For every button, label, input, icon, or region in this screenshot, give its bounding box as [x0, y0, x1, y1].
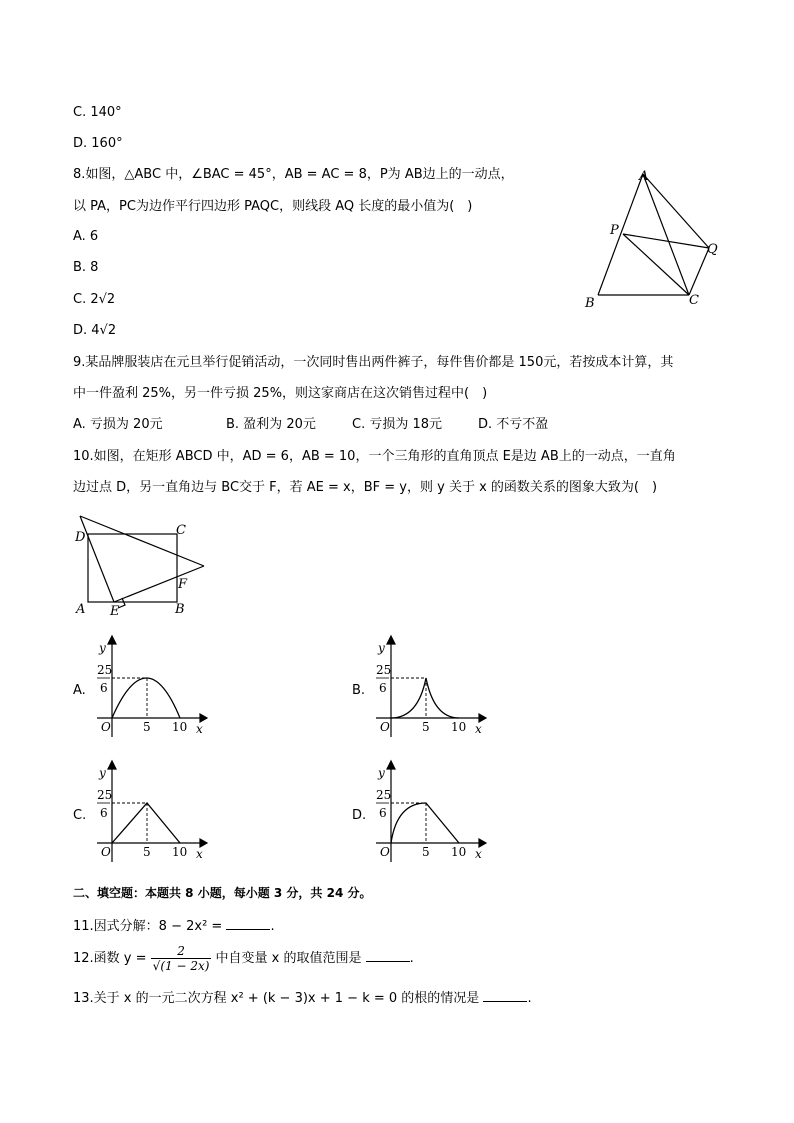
- x-axis-arrow: [200, 714, 207, 722]
- q7-option-c: C. 140°: [73, 105, 122, 120]
- q8-segment-aq: [643, 174, 709, 248]
- q9-stem-line2: 中一件盈利 25%，另一件亏损 25%，则这家商店在这次销售过程中( ): [73, 386, 488, 401]
- q8-label-p: P: [610, 223, 619, 238]
- q11-answer-blank[interactable]: [226, 917, 270, 930]
- y-axis-arrow: [108, 636, 116, 644]
- q12-suffix: .: [409, 951, 414, 966]
- x-axis-arrow: [479, 839, 486, 847]
- q8-stem-line1: 8.如图，△ABC 中，∠BAC = 45°，AB = AC = 8，P为 AB边上的一动点，: [73, 167, 514, 182]
- q10-stem-line1: 10.如图，在矩形 ABCD 中，AD = 6，AB = 10，一个三角形的直角顶点 E是边 AB上的一动点，一直角: [73, 449, 676, 464]
- x-tick-end: 10: [172, 720, 188, 734]
- y-axis-arrow: [387, 636, 395, 644]
- q9-option-d: D. 不亏不盈: [478, 417, 549, 432]
- q8-option-d: D. 4√2: [73, 323, 117, 338]
- q8-label-c: C: [689, 293, 699, 308]
- q10-label-f: F: [178, 577, 188, 592]
- q10-label-d: D: [75, 530, 86, 545]
- function-curve: [391, 678, 459, 718]
- q8-option-b: B. 8: [73, 260, 99, 275]
- q8-segment-qc: [689, 248, 709, 295]
- x-axis-arrow: [200, 839, 207, 847]
- q10-leg-de: [80, 516, 114, 602]
- q8-label-a: A: [639, 169, 649, 184]
- q10-graph-a: [95, 632, 215, 742]
- q10-graph-a-label: A.: [73, 683, 86, 698]
- q10-rectangle: [88, 534, 177, 602]
- q10-label-c: C: [176, 523, 186, 538]
- q13-prefix: 13.关于 x 的一元二次方程 x² + (k − 3)x + 1 − k = 0 的根的情况是: [73, 991, 480, 1006]
- x-tick-mid: 5: [422, 845, 430, 859]
- x-axis-label: x: [475, 722, 482, 736]
- section2-heading: 二、填空题：本题共 8 小题，每小题 3 分，共 24 分。: [73, 886, 372, 900]
- q9-option-b: B. 盈利为 20元: [226, 417, 316, 432]
- y-axis-label: y: [378, 641, 385, 655]
- q12-prefix: 12.函数 y =: [73, 951, 147, 966]
- x-tick-end: 10: [451, 720, 467, 734]
- origin-label: O: [101, 720, 111, 734]
- q9-option-a: A. 亏损为 20元: [73, 417, 163, 432]
- q9-stem-line1: 9.某品牌服装店在元旦举行促销活动，一次同时售出两件裤子，每件售价都是 150元，若按成本计算，其: [73, 355, 674, 370]
- y-tick-denominator: 6: [100, 806, 108, 820]
- q11: [73, 917, 275, 935]
- q13-answer-blank[interactable]: [483, 989, 527, 1002]
- y-axis-arrow: [387, 761, 395, 769]
- function-curve: [112, 678, 180, 718]
- q10-label-a: A: [76, 602, 86, 617]
- y-tick-numerator: 25: [97, 663, 113, 677]
- x-axis-arrow: [479, 714, 486, 722]
- q10-label-b: B: [175, 602, 185, 617]
- y-tick-numerator: 25: [376, 663, 392, 677]
- q11-prefix: 11.因式分解：8 − 2x² =: [73, 919, 223, 934]
- q12-answer-blank[interactable]: [366, 949, 410, 962]
- origin-label: O: [380, 845, 390, 859]
- q8-option-a: A. 6: [73, 229, 99, 244]
- x-axis-label: x: [196, 722, 203, 736]
- q13-suffix: .: [527, 991, 532, 1006]
- q10-label-e: E: [110, 604, 120, 619]
- q12: [73, 944, 414, 974]
- x-tick-mid: 5: [143, 845, 151, 859]
- x-tick-mid: 5: [143, 720, 151, 734]
- q8-option-c: C. 2√2: [73, 292, 116, 307]
- q10-graph-b-label: B.: [352, 683, 366, 698]
- q10-graph-d: [374, 757, 494, 867]
- q10-figure: [70, 510, 220, 620]
- q10-graph-b: [374, 632, 494, 742]
- q10-graph-c: [95, 757, 215, 867]
- origin-label: O: [101, 845, 111, 859]
- q8-label-b: B: [585, 296, 595, 311]
- q8-stem-line2: 以 PA，PC为边作平行四边形 PAQC，则线段 AQ 长度的最小值为( ): [73, 199, 473, 214]
- q12-fraction-numerator: 2: [151, 944, 212, 959]
- q10-leg-ef: [114, 566, 204, 602]
- function-curve: [391, 803, 459, 843]
- q12-fraction: [151, 944, 212, 973]
- x-tick-end: 10: [172, 845, 188, 859]
- y-tick-denominator: 6: [379, 681, 387, 695]
- q8-figure: [578, 162, 728, 312]
- y-axis-label: y: [99, 766, 106, 780]
- x-tick-mid: 5: [422, 720, 430, 734]
- q9-option-c: C. 亏损为 18元: [352, 417, 443, 432]
- y-axis-arrow: [108, 761, 116, 769]
- x-tick-end: 10: [451, 845, 467, 859]
- y-tick-denominator: 6: [379, 806, 387, 820]
- q8-segment-ac: [643, 174, 689, 295]
- q8-segment-ab: [598, 174, 643, 295]
- q7-option-d: D. 160°: [73, 136, 123, 151]
- y-tick-numerator: 25: [376, 788, 392, 802]
- function-curve: [112, 803, 180, 843]
- origin-label: O: [380, 720, 390, 734]
- q8-label-q: Q: [707, 242, 718, 257]
- q10-graph-c-label: C.: [73, 808, 87, 823]
- x-axis-label: x: [196, 847, 203, 861]
- q10-graph-d-label: D.: [352, 808, 367, 823]
- y-tick-numerator: 25: [97, 788, 113, 802]
- q13: [73, 989, 532, 1007]
- y-axis-label: y: [378, 766, 385, 780]
- x-axis-label: x: [475, 847, 482, 861]
- q10-stem-line2: 边过点 D，另一直角边与 BC交于 F，若 AE = x，BF = y，则 y 关于 x 的函数关系的图象大致为( ): [73, 480, 658, 495]
- q12-middle: 中自变量 x 的取值范围是: [215, 951, 362, 966]
- y-tick-denominator: 6: [100, 681, 108, 695]
- q12-fraction-denominator: √(1 − 2x): [152, 959, 210, 973]
- y-axis-label: y: [99, 641, 106, 655]
- q11-suffix: .: [270, 919, 275, 934]
